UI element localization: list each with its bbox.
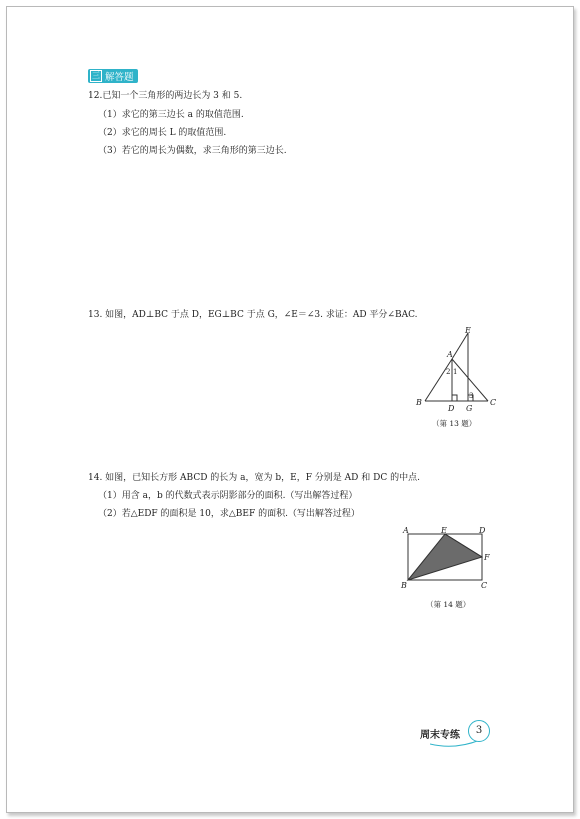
q14-label-f: F: [484, 553, 490, 562]
q13-stem: 13. 如图，AD⊥BC 于点 D，EG⊥BC 于点 G，∠E＝∠3. 求证：AD 平分∠BAC.: [88, 310, 418, 320]
q13-figure: [410, 325, 520, 415]
q13-label-3: 3: [469, 392, 474, 400]
q13-label-d: D: [448, 404, 455, 413]
q12-stem: 12.已知一个三角形的两边长为 3 和 5.: [88, 91, 243, 101]
q14-label-a: A: [403, 526, 409, 535]
q13-right-angle-d: [452, 395, 457, 401]
section-number: 三: [92, 71, 100, 80]
q14-label-b: B: [401, 581, 407, 590]
q12-part-1: （1）求它的第三边长 a 的取值范围.: [98, 110, 244, 120]
q13-label-1: 1: [453, 368, 458, 376]
q14-label-c: C: [481, 581, 488, 590]
q13-label-2: 2: [446, 368, 451, 376]
footer-label: 周末专练: [420, 730, 460, 741]
q14-stem: 14. 如图，已知长方形 ABCD 的长为 a，宽为 b，E，F 分别是 AD 和 DC 的中点.: [88, 473, 420, 483]
q14-part-1: （1）用含 a，b 的代数式表示阴影部分的面积.（写出解答过程）: [98, 491, 358, 501]
q12-part-3: （3）若它的周长为偶数，求三角形的第三边长.: [98, 146, 287, 156]
q13-label-e: E: [465, 326, 471, 335]
page-number: 3: [468, 720, 490, 742]
q12-part-2: （2）求它的周长 L 的取值范围.: [98, 128, 227, 138]
q14-shaded-triangle-bef: [408, 534, 482, 580]
q14-figure: [398, 525, 498, 595]
q13-label-a: A: [447, 350, 453, 359]
q14-part-2: （2）若△EDF 的面积是 10，求△BEF 的面积.（写出解答过程）: [98, 509, 360, 519]
q13-label-c: C: [490, 398, 497, 407]
q14-label-e: E: [441, 526, 447, 535]
q13-segment-ba: [425, 359, 452, 401]
q13-segment-ea-extension: [452, 333, 468, 359]
q13-label-g: G: [466, 404, 473, 413]
q14-label-d: D: [479, 526, 486, 535]
q13-label-b: B: [416, 398, 422, 407]
q14-caption: （第 14 题）: [426, 600, 471, 609]
section-header: [88, 69, 138, 83]
section-title: 解答题: [105, 72, 134, 83]
q13-caption: （第 13 题）: [432, 419, 477, 428]
